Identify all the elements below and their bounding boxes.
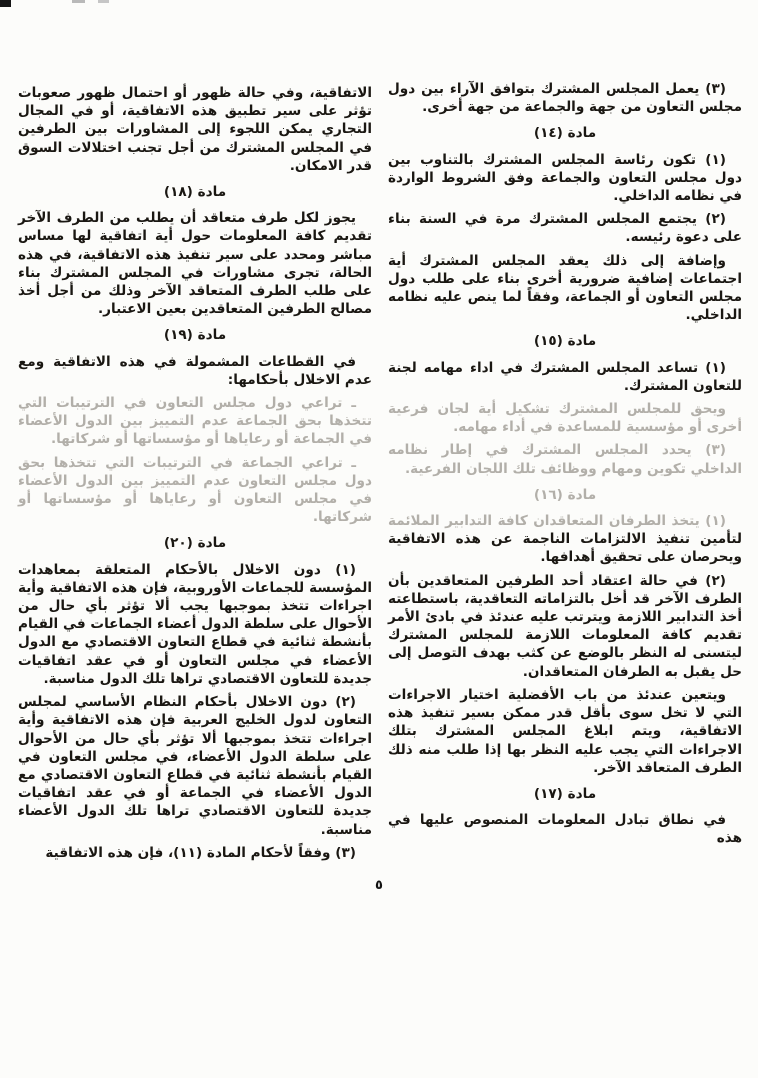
paragraph: (١) تكون رئاسة المجلس المشترك بالتناوب بين دول مجلس التعاون والجماعة وفق الشروط الواردة في نظامه الداخلي. xyxy=(388,151,742,205)
scan-artifact xyxy=(72,0,85,3)
text-segment: (١) يتخذ الطرفان المتعاقدان كافة التدابير الملائمة xyxy=(388,513,726,530)
article-heading: مادة (١٧) xyxy=(533,785,597,802)
scan-artifact xyxy=(98,0,109,3)
page-number: ٥ xyxy=(375,878,383,893)
paragraph: (٢) يجتمع المجلس المشترك مرة في السنة بناء على دعوة رئيسه. xyxy=(388,211,742,246)
article-heading: مادة (١٤) xyxy=(533,125,597,142)
paragraph: في نطاق تبادل المعلومات المنصوص عليها في هذه xyxy=(388,812,742,847)
paragraph: ويحق للمجلس المشترك تشكيل أية لجان فرعية أخرى أو مؤسسية للمساعدة في أداء مهامه. xyxy=(388,401,742,436)
article-heading: مادة (١٦) xyxy=(533,486,597,503)
paragraph: (٢) دون الاخلال بأحكام النظام الأساسي لمجلس التعاون لدول الخليج العربية فإن هذه الاتفاقية وأية اجراءات تتخذ بموجبها ألا تؤثر بأي حال من الأحوال على سلطة الدول الأعضاء، في مجلس التعاون في القيام بأنشطة ثنائية في قطاع التعاون الاقتصادي مع الدول الأعضاء في الجماعة أو في عقد اتفاقيات جديدة للتعاون الاقتصادي تراها تلك الدول الأعضاء مناسبة. xyxy=(18,694,372,838)
article-heading: مادة (١٩) xyxy=(163,327,227,344)
paragraph: (٣) يعمل المجلس المشترك بتوافق الآراء بين دول مجلس التعاون من جهة والجماعة من جهة أخرى. xyxy=(388,81,742,116)
paragraph: (٣) وفقاً لأحكام المادة (١١)، فإن هذه الاتفاقية xyxy=(45,844,356,861)
paragraph xyxy=(388,512,742,567)
article-heading: مادة (١٨) xyxy=(163,184,227,201)
text-column-right xyxy=(388,80,742,853)
article-heading: مادة (١٥) xyxy=(533,333,597,350)
paragraph: يجوز لكل طرف متعاقد أن يطلب من الطرف الآخر تقديم كافة المعلومات حول أية اتفاقية لها مساس مباشر ومحدد على سير تنفيذ هذه الاتفاقية، في هذه الحالة، تجرى مشاورات في المجلس المشترك بناء على طلب الطرف المتعاقد الآخر وذلك من أجل أخذ مصالح الطرفين المتعاقدين بعين الاعتبار. xyxy=(18,210,372,318)
paragraph: وإضافة إلى ذلك يعقد المجلس المشترك أية اجتماعات إضافية ضرورية أخرى بناء على طلب دول مجلس التعاون أو الجماعة، وفقاً لما ينص عليه نظامه الداخلي. xyxy=(388,252,742,324)
paragraph: (١) تساعد المجلس المشترك في اداء مهامه لجنة للتعاون المشترك. xyxy=(388,359,742,394)
paragraph: ويتعين عندئذ من باب الأفضلية اختيار الاجراءات التي لا تخل سوى بأقل قدر ممكن بسير تنفيذ هذه الاتفاقية، ويتم ابلاغ المجلس المشترك بتلك الاجراءات التي يجب عليه النظر بها إذا طلب منه ذلك الطرف المتعاقد الآخر. xyxy=(388,686,742,776)
paragraph: (١) دون الاخلال بالأحكام المتعلقة بمعاهدات المؤسسة للجماعات الأوروبية، فإن هذه الاتفاقية وأية اجراءات تتخذ بموجبها يجب ألا تؤثر بأي حال من الأحوال على سلطة الدول أعضاء الجماعات في القيام بأنشطة ثنائية في قطاع التعاون الاقتصادي مع الدول الأعضاء في مجلس التعاون أو في عقد اتفاقيات جديدة للتعاون الاقتصادي تراها تلك الدول مناسبة. xyxy=(18,561,372,687)
scan-artifact xyxy=(0,0,11,7)
text-column-left xyxy=(18,84,372,867)
paragraph: (٣) يحدد المجلس المشترك في إطار نظامه الداخلي تكوين ومهام ووظائف تلك اللجان الفرعية. xyxy=(388,442,742,477)
article-heading: مادة (٢٠) xyxy=(163,535,227,552)
paragraph: في القطاعات المشمولة في هذه الاتفاقية ومع عدم الاخلال بأحكامها: xyxy=(18,353,372,388)
paragraph: الاتفاقية، وفي حالة ظهور أو احتمال ظهور صعوبات تؤثر على سير تطبيق هذه الاتفاقية، أو في المجال التجاري يمكن اللجوء إلى المشاورات بين الطرفين في المجلس المشترك من أجل تجنب اختلالات السوق قدر الامكان. xyxy=(18,85,372,174)
text-segment: لتأمين تنفيذ الالتزامات الناجمة عن هذه الاتفاقية ويحرصان على تحقيق أهدافها. xyxy=(388,531,742,566)
paragraph: (٢) في حالة اعتقاد أحد الطرفين المتعاقدين بأن الطرف الآخر قد أخل بالتزاماته التعاقدية، باستطاعته أخذ التدابير اللازمة ويترتب عليه عندئذ في بادئ الأمر تقديم كافة المعلومات اللازمة للمجلس المشترك ليتسنى له النظر بالوضع عن كثب بهدف التوصل إلى حل يقبل به الطرفان المتعاقدان. xyxy=(388,572,742,680)
paragraph: ـ تراعي الجماعة في الترتيبات التي تتخذها بحق دول مجلس التعاون عدم التمييز بين الدول الأعضاء في مجلس التعاون أو رعاياها أو مؤسساتها أو شركاتها. xyxy=(18,454,372,526)
paragraph: ـ تراعي دول مجلس التعاون في الترتيبات التي تتخذها بحق الجماعة عدم التمييز بين الدول الأعضاء في الجماعة أو رعاياها أو مؤسساتها أو شركاتها. xyxy=(18,395,372,448)
